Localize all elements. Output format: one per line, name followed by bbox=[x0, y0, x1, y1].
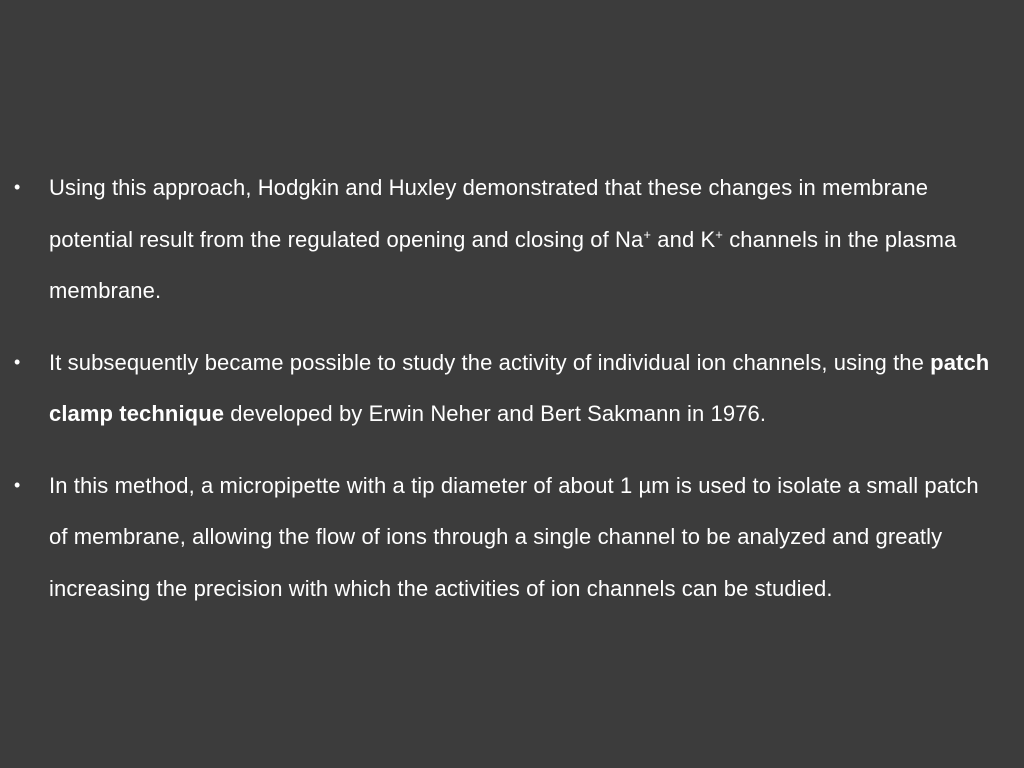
bullet-text: Using this approach, Hodgkin and Huxley demonstrated that these changes in membrane potential result from the regulated opening and closing of Na bbox=[49, 175, 929, 252]
bullet-marker: • bbox=[14, 474, 21, 495]
bullet-list bbox=[0, 162, 1024, 614]
bullet-text: developed by Erwin Neher and Bert Sakmann in 1976. bbox=[224, 401, 767, 426]
bullet-text: and K bbox=[651, 226, 716, 252]
bullet-item-2 bbox=[0, 337, 1024, 440]
superscript-plus: + bbox=[715, 226, 723, 242]
bullet-item-1 bbox=[0, 162, 1024, 317]
bullet-text: In this method, a micropipette with a tip diameter of about 1 µm is used to isolate a small patch of membrane, allowing the flow of ions through a single channel to be analyzed and greatly increasing the precision with which the activities of ion channels can be studied. bbox=[49, 472, 979, 601]
bullet-text: It subsequently became possible to study the activity of individual ion channels, using the bbox=[49, 349, 931, 375]
superscript-plus: + bbox=[643, 226, 652, 242]
bullet-item-3 bbox=[0, 460, 1024, 615]
bullet-marker: • bbox=[14, 177, 21, 197]
bullet-text: channels in the plasma membrane. bbox=[49, 226, 957, 303]
bullet-marker: • bbox=[14, 351, 21, 372]
bold-term: patch clamp technique bbox=[49, 349, 990, 426]
